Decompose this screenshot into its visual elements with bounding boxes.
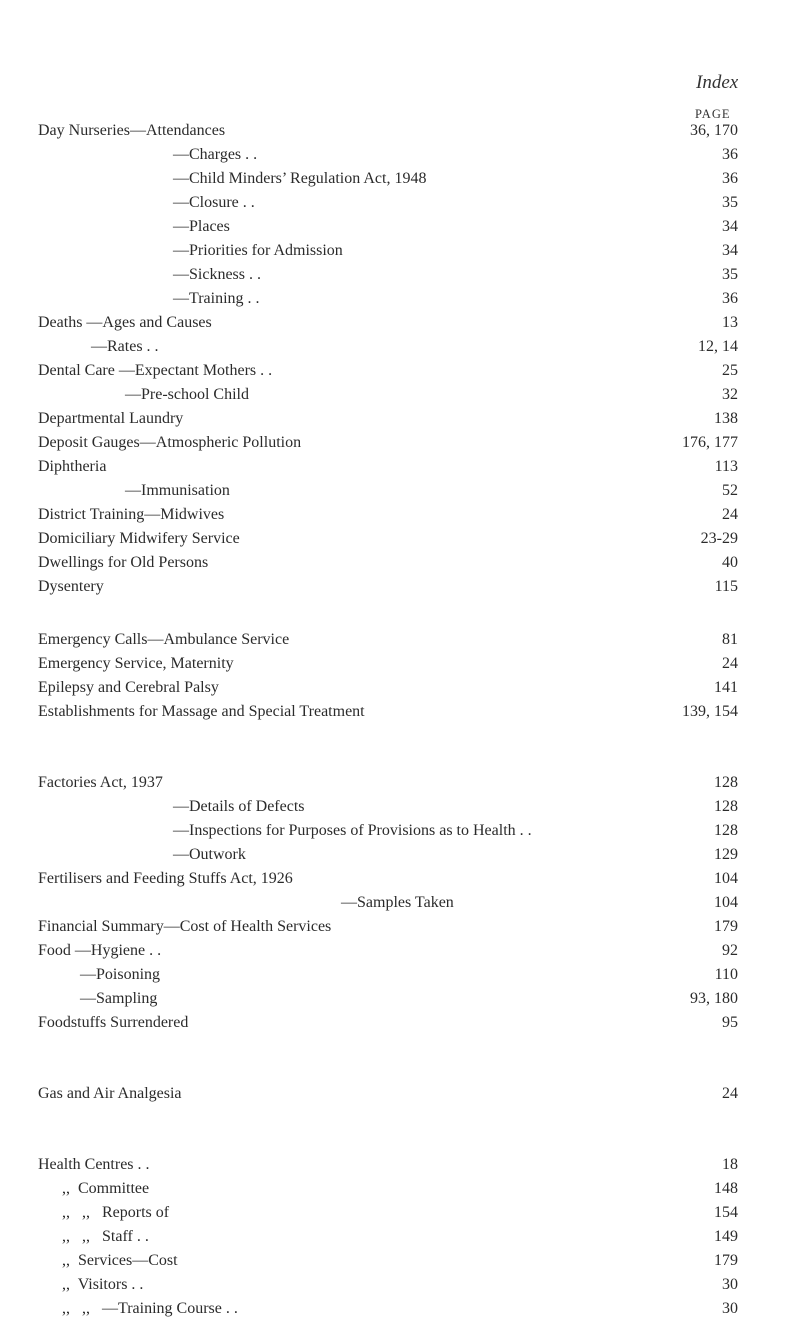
entry-text: Diphtheria [38,458,107,475]
entry-page: 115 [714,578,738,595]
entry-page: 104 [714,894,738,911]
entry-page: 81 [722,631,738,648]
index-entry [0,575,800,599]
index-entry [0,191,800,215]
entry-text: Departmental Laundry [38,410,184,427]
index-entry [0,455,800,479]
index-entry [0,652,800,676]
entry-page: 34 [722,242,738,259]
entry-text: —Sickness . . [173,266,261,283]
entry-text: —Details of Defects [173,798,305,815]
index-entry [0,215,800,239]
index-entry [0,287,800,311]
entry-page: 95 [722,1014,738,1031]
entry-text: Dysentery [38,578,104,595]
entry-page: 35 [722,266,738,283]
entry-text: Emergency Calls—Ambulance Service [38,631,290,648]
entry-page: 179 [714,1252,738,1269]
entry-text: Health Centres . . [38,1156,150,1173]
entry-text: —Closure . . [173,194,255,211]
entry-page: 34 [722,218,738,235]
index-entry [0,359,800,383]
entry-text: Factories Act, 1937 [38,774,163,791]
entry-page: 110 [714,966,738,983]
entry-page: 36 [722,170,738,187]
index-entry [0,1225,800,1249]
entry-page: 32 [722,386,738,403]
entry-text: Establishments for Massage and Special Treatment [38,703,365,720]
entry-text: Emergency Service, Maternity [38,655,234,672]
index-entry [0,479,800,503]
index-entry [0,700,800,724]
index-entry [0,1297,800,1321]
index-entry [0,915,800,939]
entry-page: 104 [714,870,738,887]
entry-page: 13 [722,314,738,331]
entry-page: 24 [722,506,738,523]
index-entry [0,843,800,867]
index-entry [0,119,800,143]
index-entry [0,311,800,335]
entry-page: 128 [714,822,738,839]
entry-page: 129 [714,846,738,863]
entry-page: 36, 170 [690,122,738,139]
index-entry [0,819,800,843]
entry-page: 36 [722,146,738,163]
entry-text: Domiciliary Midwifery Service [38,530,240,547]
index-entry [0,335,800,359]
entry-page: 176, 177 [682,434,738,451]
entry-page: 113 [714,458,738,475]
entry-page: 154 [714,1204,738,1221]
entry-page: 128 [714,774,738,791]
index-entry [0,407,800,431]
entry-page: 30 [722,1276,738,1293]
index-entry [0,963,800,987]
entry-text: ,, Visitors . . [62,1276,144,1293]
index-entry [0,891,800,915]
index-entry [0,527,800,551]
index-entry [0,987,800,1011]
index-entry [0,1177,800,1201]
entry-text: —Sampling [80,990,158,1007]
entry-text: —Inspections for Purposes of Provisions as to Health . . [173,822,532,839]
index-entry [0,503,800,527]
index-entry [0,1082,800,1106]
entry-page: 12, 14 [698,338,738,355]
entry-text: ,, ,, Staff . . [62,1228,149,1245]
entry-text: —Samples Taken [341,894,454,911]
entry-text: Financial Summary—Cost of Health Services [38,918,332,935]
entry-text: Deposit Gauges—Atmospheric Pollution [38,434,302,451]
entry-text: ,, Committee [62,1180,150,1197]
entry-page: 128 [714,798,738,815]
index-entry [0,771,800,795]
entry-text: —Outwork [173,846,246,863]
entry-page: 25 [722,362,738,379]
entry-text: Foodstuffs Surrendered [38,1014,189,1031]
entry-page: 93, 180 [690,990,738,1007]
entry-text: ,, ,, —Training Course . . [62,1300,238,1317]
entry-text: —Places [173,218,230,235]
index-entry [0,551,800,575]
index-entry [0,1249,800,1273]
index-entry [0,143,800,167]
entry-page: 52 [722,482,738,499]
entry-text: Deaths —Ages and Causes [38,314,212,331]
entry-text: District Training—Midwives [38,506,225,523]
entry-text: —Immunisation [125,482,230,499]
entry-text: —Rates . . [91,338,159,355]
index-entry [0,939,800,963]
entry-text: Fertilisers and Feeding Stuffs Act, 1926 [38,870,293,887]
entry-text: —Charges . . [173,146,258,163]
entry-page: 23-29 [700,530,738,547]
index-entry [0,1153,800,1177]
entry-page: 141 [714,679,738,696]
entry-page: 149 [714,1228,738,1245]
index-entry [0,239,800,263]
entry-text: Day Nurseries—Attendances [38,122,226,139]
entry-text: —Poisoning [80,966,161,983]
entry-page: 18 [722,1156,738,1173]
index-entry [0,1201,800,1225]
entry-page: 36 [722,290,738,307]
entry-text: —Child Minders’ Regulation Act, 1948 [173,170,427,187]
entry-page: 139, 154 [682,703,738,720]
index-entry [0,628,800,652]
entry-text: Dwellings for Old Persons [38,554,209,571]
entry-text: —Training . . [173,290,260,307]
entry-text: Dental Care —Expectant Mothers . . [38,362,273,379]
entry-page: 138 [714,410,738,427]
entry-text: ,, ,, Reports of [62,1204,170,1221]
index-entry [0,1011,800,1035]
page-column-label: PAGE [695,107,731,121]
entry-text: Epilepsy and Cerebral Palsy [38,679,219,696]
index-entry [0,263,800,287]
entry-page: 24 [722,1085,738,1102]
index-entry [0,795,800,819]
entry-page: 30 [722,1300,738,1317]
entry-text: —Priorities for Admission [173,242,343,259]
index-entry [0,867,800,891]
entry-text: ,, Services—Cost [62,1252,178,1269]
index-entry [0,383,800,407]
index-entry [0,676,800,700]
running-head: Index [696,72,739,93]
entry-page: 148 [714,1180,738,1197]
entry-text: Food —Hygiene . . [38,942,162,959]
entry-page: 92 [722,942,738,959]
entry-text: —Pre-school Child [125,386,249,403]
index-entry [0,167,800,191]
entry-page: 40 [722,554,738,571]
index-entry [0,1273,800,1297]
entry-page: 24 [722,655,738,672]
entry-page: 179 [714,918,738,935]
index-entry [0,431,800,455]
entry-page: 35 [722,194,738,211]
entry-text: Gas and Air Analgesia [38,1085,182,1102]
